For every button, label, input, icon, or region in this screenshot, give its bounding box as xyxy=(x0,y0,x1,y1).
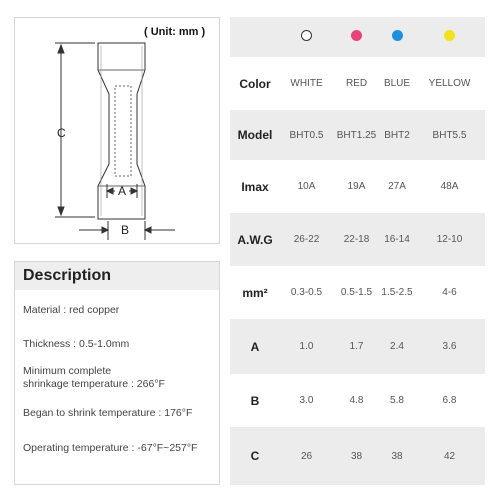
table-cell: 19A xyxy=(347,181,366,192)
swatch-row xyxy=(230,17,485,57)
description-title: Description xyxy=(23,267,112,284)
table-row xyxy=(230,110,485,160)
thickness-text: Thickness : 0.5-1.0mm xyxy=(23,338,130,350)
table-cell: 26-22 xyxy=(293,234,320,245)
table-cell: BHT5.5 xyxy=(432,129,467,141)
row-header: C xyxy=(250,449,260,463)
white-swatch-icon xyxy=(301,30,312,41)
row-header: B xyxy=(250,393,260,408)
table-cell: 0.3-0.5 xyxy=(290,287,323,298)
row-header: Color xyxy=(239,76,271,91)
table-cell: 22-18 xyxy=(343,234,370,245)
table-cell: RED xyxy=(345,78,368,89)
row-header: mm² xyxy=(242,285,268,300)
dimension-a-label: A xyxy=(118,184,127,198)
dimension-b-label: B xyxy=(121,223,130,237)
table-row xyxy=(230,266,485,319)
table-cell: BHT0.5 xyxy=(289,129,324,141)
red-swatch-icon xyxy=(351,30,362,41)
table-cell: 3.0 xyxy=(299,395,314,406)
butt-connector-diagram xyxy=(15,18,221,245)
table-cell: 3.6 xyxy=(442,341,457,352)
table-cell: 2.4 xyxy=(390,341,404,352)
table-cell: 16-14 xyxy=(384,234,410,245)
row-header: Model xyxy=(237,128,273,142)
min-shrink-text-line2: shrinkage temperature : 266°F xyxy=(23,378,165,390)
table-cell: 48A xyxy=(440,181,459,192)
row-header: Imax xyxy=(241,179,269,194)
table-cell: 6.8 xyxy=(442,395,457,406)
min-shrink-text-line1: Minimum complete xyxy=(23,365,112,377)
table-cell: 0.5-1.5 xyxy=(340,287,373,298)
blue-swatch-icon xyxy=(392,30,403,41)
table-cell: 1.0 xyxy=(299,341,314,352)
connector-diagram-panel xyxy=(14,17,220,244)
table-cell: 10A xyxy=(297,181,316,192)
table-cell: 1.5-2.5 xyxy=(381,287,413,298)
began-shrink-text: Began to shrink temperature : 176°F xyxy=(23,407,193,419)
table-cell: 38 xyxy=(391,450,403,462)
table-cell: 4.8 xyxy=(349,395,364,406)
dimension-c-label: C xyxy=(57,126,66,140)
table-row xyxy=(230,374,485,427)
table-cell: 38 xyxy=(350,450,363,462)
description-panel xyxy=(14,261,220,485)
table-cell: WHITE xyxy=(290,78,323,89)
table-cell: BHT1.25 xyxy=(336,129,377,141)
operating-temp-text: Operating temperature : -67°F~257°F xyxy=(23,442,198,454)
table-cell: 42 xyxy=(443,450,456,462)
table-row xyxy=(230,57,485,110)
unit-label: ( Unit: mm ) xyxy=(144,26,206,38)
material-text: Material : red copper xyxy=(23,304,120,316)
table-cell: 26 xyxy=(300,450,313,462)
description-header xyxy=(15,262,219,290)
spec-table xyxy=(230,17,485,485)
yellow-swatch-icon xyxy=(444,30,455,41)
row-header: A xyxy=(250,339,260,354)
table-cell: 1.7 xyxy=(349,341,364,352)
table-cell: 4-6 xyxy=(442,287,457,298)
row-header: A.W.G xyxy=(237,232,273,247)
table-cell: 5.8 xyxy=(390,395,404,406)
table-row xyxy=(230,319,485,374)
table-cell: YELLOW xyxy=(428,78,471,89)
table-cell: BHT2 xyxy=(384,129,410,141)
table-row xyxy=(230,427,485,485)
table-row xyxy=(230,160,485,213)
table-cell: 12-10 xyxy=(436,234,463,245)
table-cell: BLUE xyxy=(383,78,411,89)
table-cell: 27A xyxy=(388,181,406,192)
table-row xyxy=(230,213,485,266)
